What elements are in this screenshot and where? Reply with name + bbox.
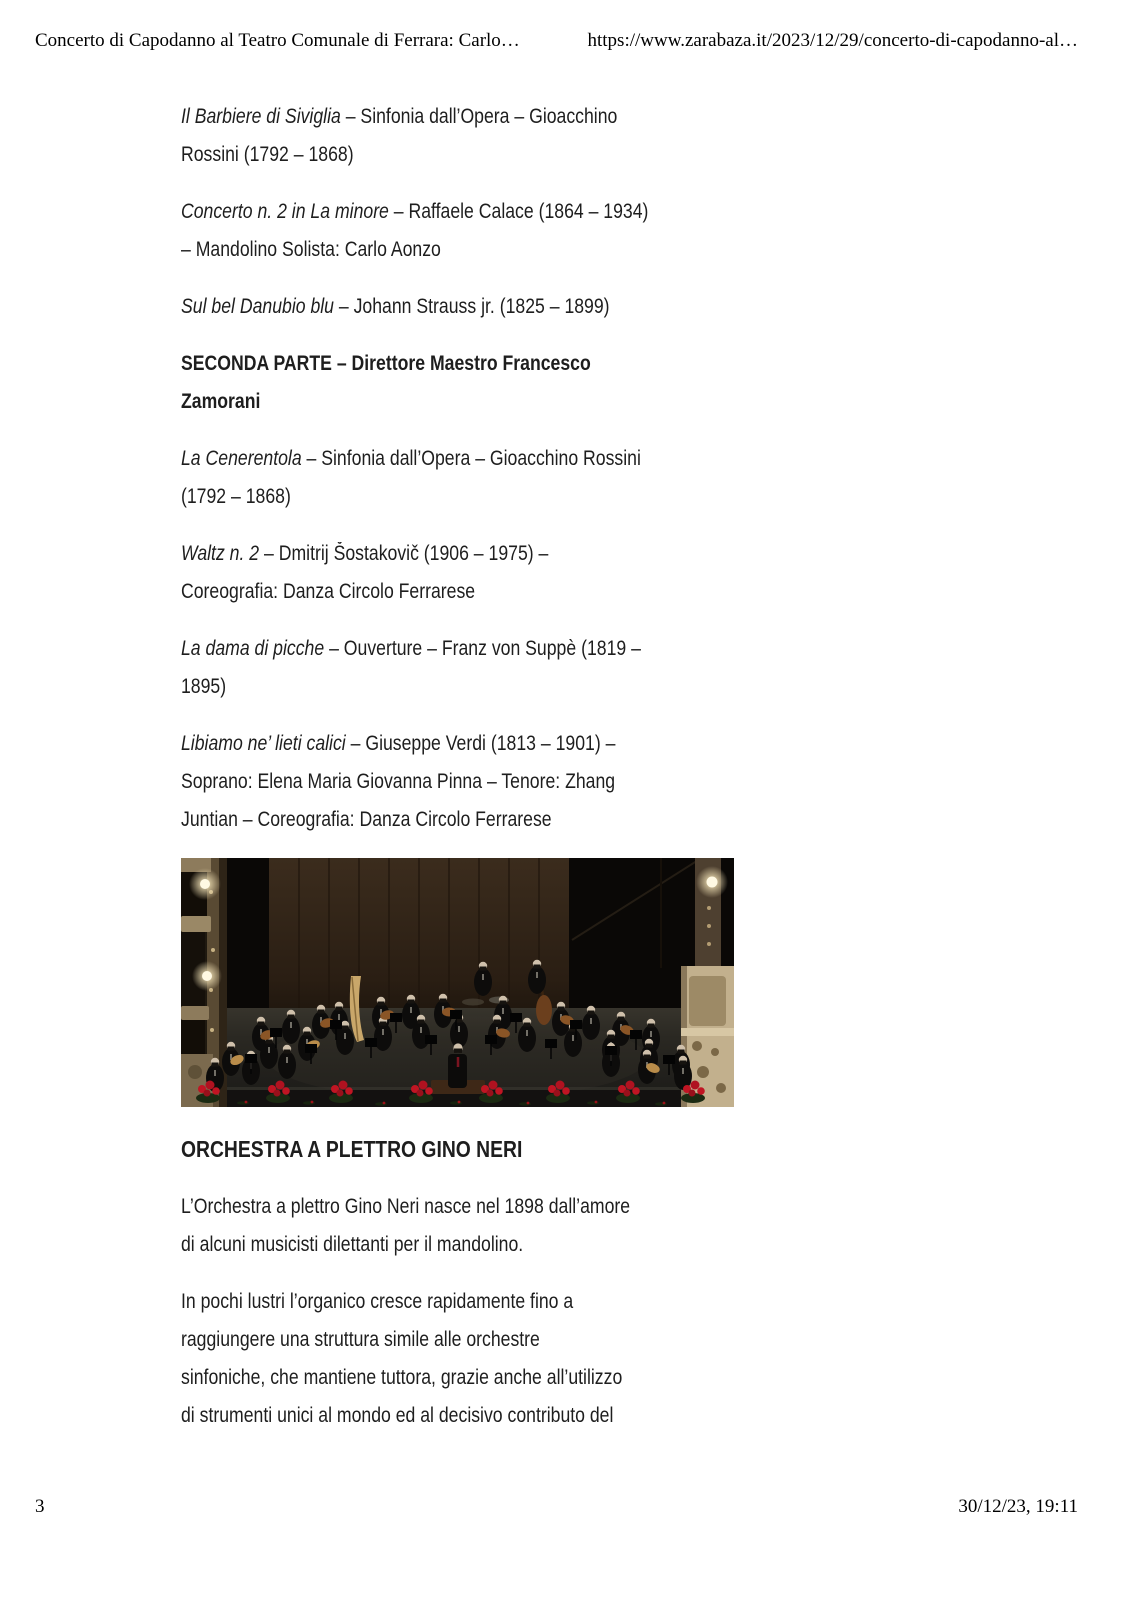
text-line: – Mandolino Solista: Carlo Aonzo [181, 238, 441, 261]
text-line: Sul bel Danubio blu – Johann Strauss jr. (1825 – 1899) [181, 295, 610, 318]
document-url: https://www.zarabaza.it/2023/12/29/concerto-di-capodanno-al… [587, 30, 1078, 51]
program-item-libiamo [181, 725, 751, 839]
print-page-header [35, 30, 1078, 52]
body-paragraph-growth [181, 1283, 751, 1435]
program-item-dama-di-picche [181, 630, 751, 706]
text-line: La dama di picche – Ouverture – Franz von Suppè (1819 – [181, 637, 641, 660]
orchestra-description-blocks [181, 1129, 751, 1435]
program-blocks [181, 98, 751, 839]
text-line: Il Barbiere di Siviglia – Sinfonia dall’Opera – Gioacchino [181, 105, 618, 128]
footer-print-datetime: 30/12/23, 19:11 [958, 1496, 1078, 1517]
orchestra-stage-photo [181, 858, 734, 1107]
orchestra-photo-illustration [181, 858, 734, 1107]
text-line: Waltz n. 2 – Dmitrij Šostakovič (1906 – 1975) – [181, 542, 549, 565]
text-line: Juntian – Coreografia: Danza Circolo Ferrarese [181, 808, 552, 831]
body-paragraph-origins [181, 1188, 751, 1264]
text-line: SECONDA PARTE – Direttore Maestro Francesco [181, 352, 591, 375]
program-item-danubio [181, 288, 751, 326]
text-line: La Cenerentola – Sinfonia dall’Opera – Gioacchino Rossini [181, 447, 641, 470]
text-line: Concerto n. 2 in La minore – Raffaele Calace (1864 – 1934) [181, 200, 649, 223]
text-line: In pochi lustri l’organico cresce rapidamente fino a [181, 1290, 574, 1313]
text-line: di alcuni musicisti dilettanti per il mandolino. [181, 1233, 524, 1256]
print-page-footer [35, 1496, 1078, 1518]
section-heading-seconda-parte [181, 345, 751, 421]
program-item-waltz [181, 535, 751, 611]
text-line: di strumenti unici al mondo ed al decisivo contributo del [181, 1404, 614, 1427]
section-heading-orchestra [181, 1129, 751, 1169]
program-item-cenerentola [181, 440, 751, 516]
text-line: L’Orchestra a plettro Gino Neri nasce nel 1898 dall’amore [181, 1195, 631, 1218]
text-line: Libiamo ne’ lieti calici – Giuseppe Verdi (1813 – 1901) – [181, 732, 616, 755]
text-line: Zamorani [181, 390, 261, 413]
text-line: (1792 – 1868) [181, 485, 291, 508]
text-line: raggiungere una struttura simile alle orchestre [181, 1328, 540, 1351]
article-body [181, 98, 751, 1454]
program-item-barbiere [181, 98, 751, 174]
text-line: Soprano: Elena Maria Giovanna Pinna – Tenore: Zhang [181, 770, 616, 793]
text-line: ORCHESTRA A PLETTRO GINO NERI [181, 1136, 523, 1162]
document-title: Concerto di Capodanno al Teatro Comunale di Ferrara: Carlo… [35, 30, 520, 51]
program-item-concerto-n2 [181, 193, 751, 269]
text-line: Rossini (1792 – 1868) [181, 143, 354, 166]
text-line: 1895) [181, 675, 227, 698]
timpani [462, 999, 484, 1006]
text-line: Coreografia: Danza Circolo Ferrarese [181, 580, 476, 603]
footer-page-number: 3 [35, 1496, 45, 1517]
text-line: sinfoniche, che mantiene tuttora, grazie anche all’utilizzo [181, 1366, 623, 1389]
